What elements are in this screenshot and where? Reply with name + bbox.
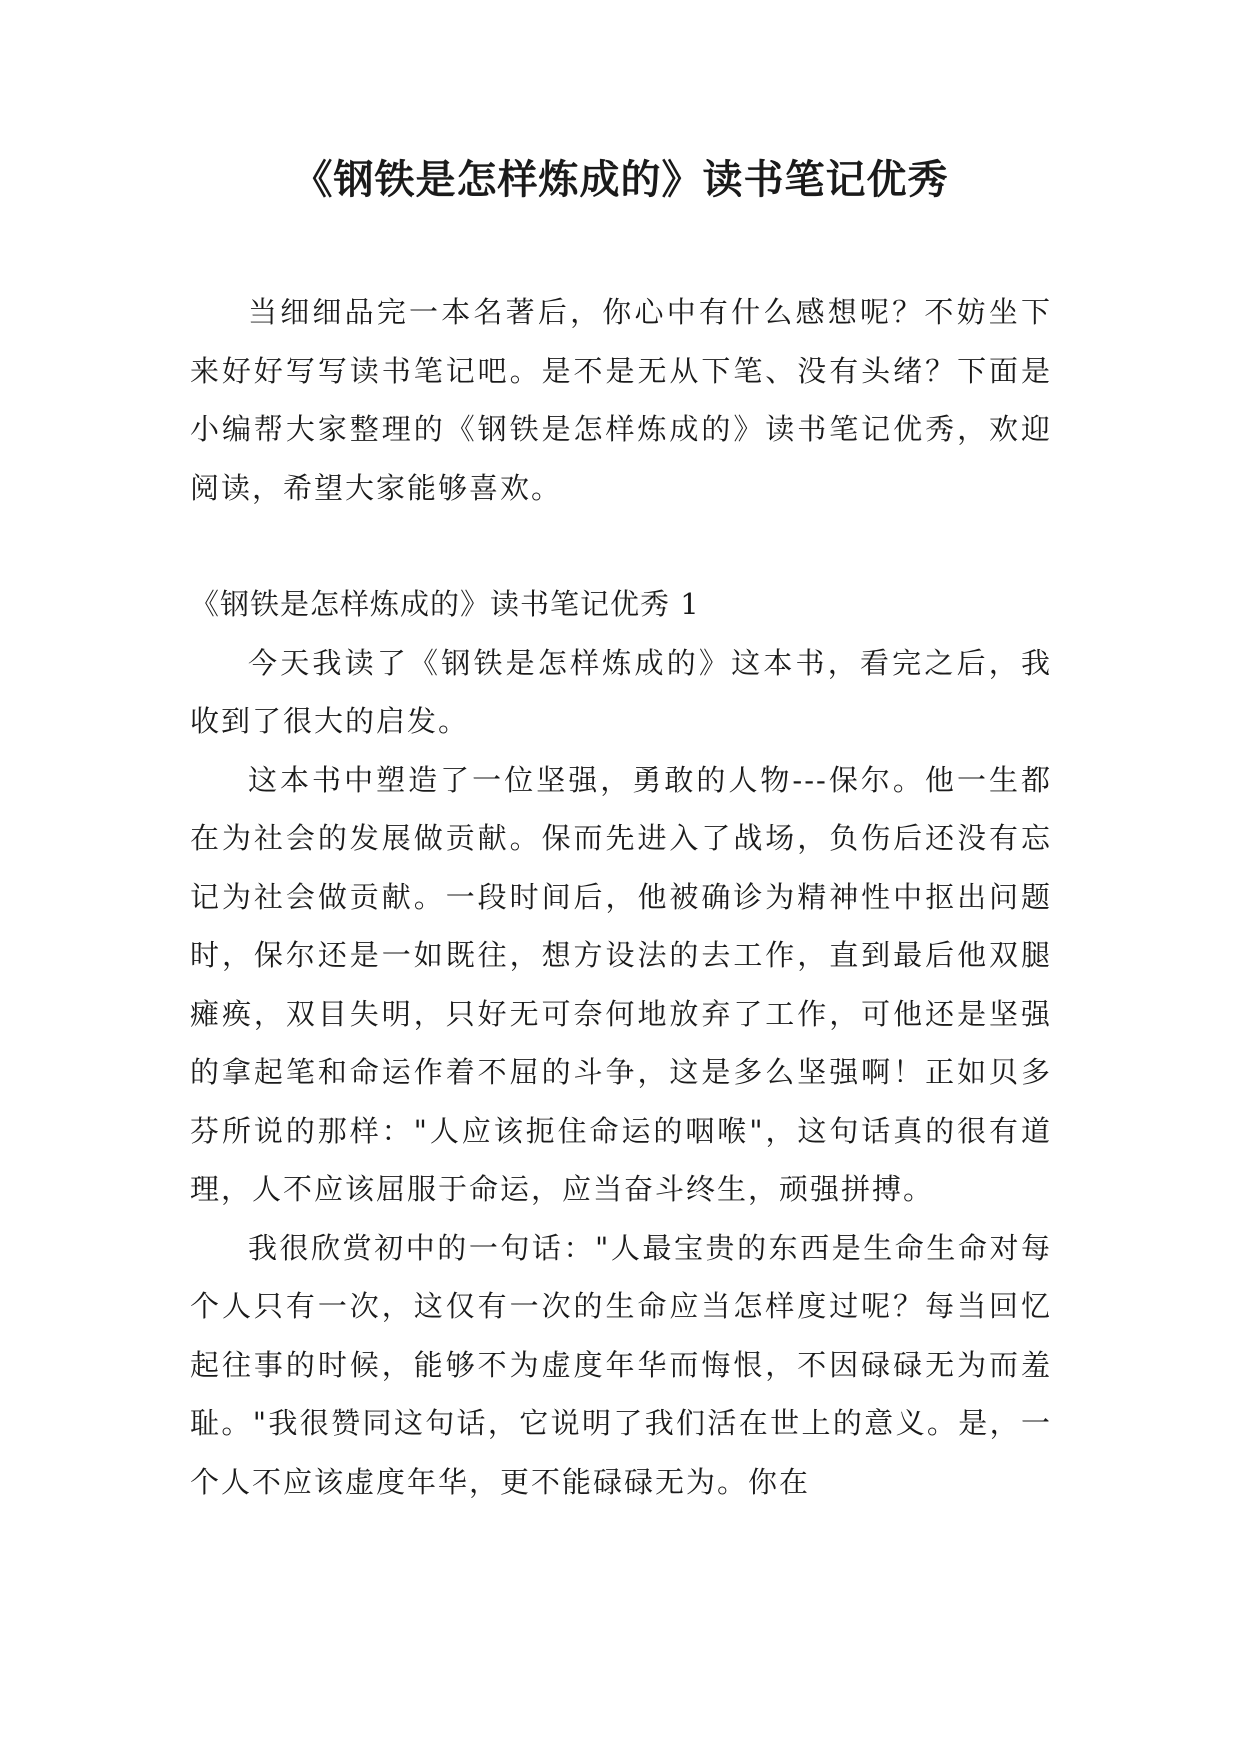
body-paragraph-1: 今天我读了《钢铁是怎样炼成的》这本书，看完之后，我收到了很大的启发。 [190,645,1052,738]
document-body [190,283,1052,1511]
section-heading: 《钢铁是怎样炼成的》读书笔记优秀 1 [190,587,700,621]
document-title: 《钢铁是怎样炼成的》读书笔记优秀 [292,157,949,203]
body-paragraph-2: 这本书中塑造了一位坚强，勇敢的人物---保尔。他一生都在为社会的发展做贡献。保而先进入了战场，负伤后还没有忘记为社会做贡献。一段时间后，他被确诊为精神性中抠出问题时，保尔还是一如既往，想方设法的去工作，直到最后他双腿瘫痪，双目失明，只好无可奈何地放弃了工作，可他还是坚强的拿起笔和命运作着不屈的斗争，这是多么坚强啊！正如贝多芬所说的那样："人应该扼住命运的咽喉"，这句话真的很有道理，人不应该屈服于命运，应当奋斗终生，顽强拼搏。 [190,762,1052,1206]
body-paragraph-3: 我很欣赏初中的一句话："人最宝贵的东西是生命生命对每个人只有一次，这仅有一次的生命应当怎样度过呢？每当回忆起往事的时候，能够不为虚度年华而悔恨，不因碌碌无为而羞耻。"我很赞同这句话，它说明了我们活在世上的意义。是，一个人不应该虚度年华，更不能碌碌无为。你在 [190,1230,1052,1499]
intro-paragraph: 当细细品完一本名著后，你心中有什么感想呢？不妨坐下来好好写写读书笔记吧。是不是无从下笔、没有头绪？下面是小编帮大家整理的《钢铁是怎样炼成的》读书笔记优秀，欢迎阅读，希望大家能够喜欢。 [190,295,1052,505]
